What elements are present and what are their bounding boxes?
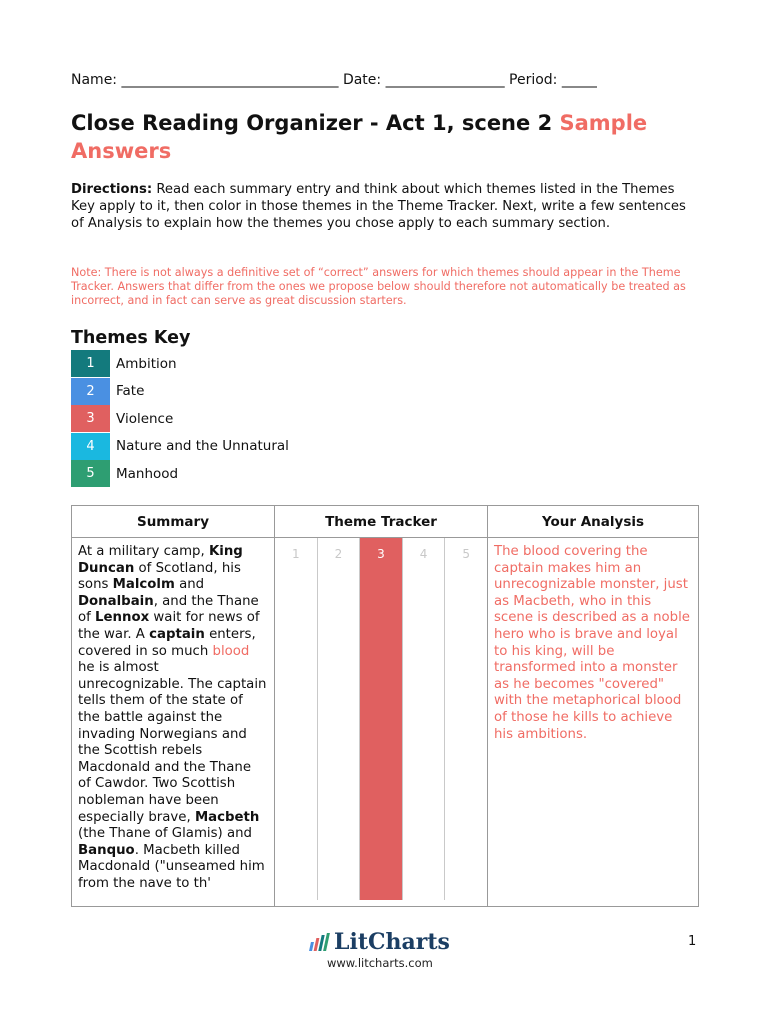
logo-bars-icon: [310, 933, 330, 951]
theme-key-swatch: 2: [71, 378, 110, 405]
table-row: [72, 538, 699, 907]
directions: [71, 181, 691, 232]
page-title: [71, 109, 711, 165]
theme-key-swatch: 5: [71, 460, 110, 487]
page-number: 1: [688, 934, 697, 949]
summary-text: wait for news of the war. A: [78, 610, 260, 642]
theme-key-item: [71, 405, 289, 433]
theme-key-label: Violence: [116, 410, 174, 427]
name-field-label: Name: _______________________________: [71, 72, 339, 88]
title-main: Close Reading Organizer - Act 1, scene 2: [71, 111, 560, 135]
theme-key-label: Manhood: [116, 465, 179, 482]
litcharts-logo: [310, 929, 450, 955]
summary-text: of Scotland, his sons: [78, 560, 241, 593]
tracker-column-3[interactable]: 3: [359, 538, 402, 900]
organizer-table: [71, 505, 699, 907]
summary-text: and: [174, 577, 205, 593]
tracker-column-5[interactable]: 5: [444, 538, 487, 900]
footer-url: www.litcharts.com: [327, 956, 433, 970]
character-name: Banquo: [78, 842, 135, 858]
highlighted-word: blood: [212, 643, 250, 659]
tracker-header: Theme Tracker: [275, 506, 488, 538]
analysis-header: Your Analysis: [488, 506, 699, 538]
note: Note: There is not always a definitive set of “correct” answers for which themes should appear in the Theme Tracker. Answers that differ from the ones we propose below should therefore not automatically be treated as incorrect, and in fact can serve as great discussion starters.: [71, 266, 686, 308]
character-name: Donalbain: [78, 593, 154, 609]
summary-text: At a military camp,: [78, 544, 209, 559]
date-field-label: Date: _________________: [342, 72, 505, 88]
character-name: King Duncan: [78, 544, 243, 576]
character-name: Lennox: [95, 610, 150, 626]
analysis-cell: The blood covering the captain makes him an unrecognizable monster, just as Macbeth, who in this scene is described as a noble hero who is brave and loyal to his king, will be transformed into a monster as he becomes "covered" with the metaphorical blood of those he kills to achieve his ambitions.: [488, 538, 699, 907]
themes-key-list: [71, 350, 289, 488]
tracker-column-2[interactable]: 2: [317, 538, 360, 900]
summary-text: (the Thane of Glamis) and: [78, 826, 252, 842]
themes-key-title: Themes Key: [71, 328, 191, 348]
theme-key-item: [71, 350, 289, 378]
theme-key-item: [71, 433, 289, 461]
summary-header: Summary: [72, 506, 275, 538]
student-info-line: [71, 72, 597, 88]
theme-tracker: [275, 538, 487, 900]
theme-key-swatch: 1: [71, 350, 110, 377]
theme-key-swatch: 4: [71, 433, 110, 460]
summary-cell: [72, 538, 275, 907]
theme-key-label: Ambition: [116, 355, 177, 372]
period-field-label: Period: _____: [509, 72, 597, 88]
tracker-cell: [275, 538, 488, 907]
theme-key-item: [71, 460, 289, 488]
character-name: captain: [149, 626, 205, 642]
logo-text: LitCharts: [334, 929, 450, 955]
table-header-row: [72, 506, 699, 538]
theme-key-item: [71, 378, 289, 406]
theme-key-swatch: 3: [71, 405, 110, 432]
directions-label: Directions:: [71, 182, 153, 197]
theme-key-label: Nature and the Unnatural: [116, 438, 289, 455]
summary-text: , and the Thane of: [78, 593, 259, 626]
summary-text: . Macbeth killed Macdonald ("unseamed him from the nave to th': [78, 842, 265, 891]
character-name: Malcolm: [112, 577, 175, 593]
title-accent: Sample Answers: [71, 111, 648, 163]
theme-key-label: Fate: [116, 383, 145, 400]
tracker-column-4[interactable]: 4: [402, 538, 445, 900]
summary-text: enters, covered in so much: [78, 626, 256, 659]
tracker-column-1[interactable]: 1: [291, 547, 300, 561]
character-name: Macbeth: [194, 809, 260, 825]
summary-text: he is almost unrecognizable. The captain tells them of the state of the battle against the invading Norwegians and the Scottish rebels Macdonald and the Thane of Cawdor. Two Scottish nobleman have been especially brave,: [78, 660, 267, 825]
directions-text: Read each summary entry and think about which themes listed in the Themes Key apply to it, then color in those themes in the Theme Tracker. Next, write a few sentences of Analysis to explain how the themes you chose apply to each summary section.: [71, 182, 686, 231]
